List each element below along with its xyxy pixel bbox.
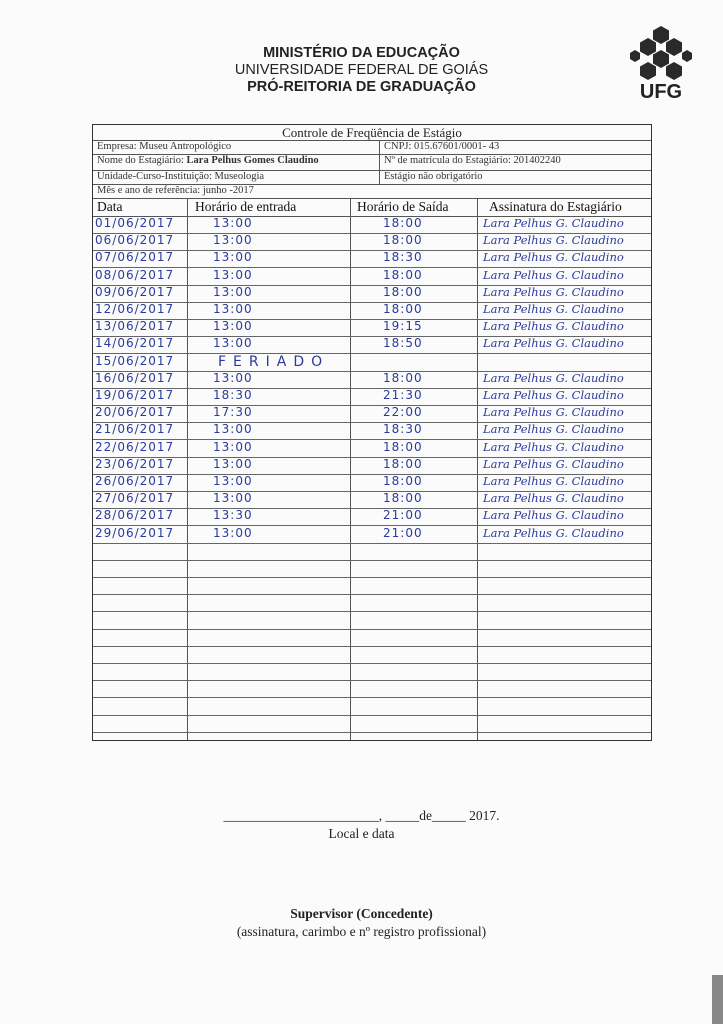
nome-value: Lara Pelhus Gomes Claudino (186, 155, 319, 166)
table-row (93, 406, 651, 423)
table-header-row (93, 199, 651, 217)
table-row-empty (93, 613, 651, 630)
table-row (93, 492, 651, 509)
tipo-estagio-field: Estágio não obrigatório (384, 171, 483, 182)
row-assinatura: Lara Pelhus G. Claudino (483, 422, 624, 437)
table-row (93, 389, 651, 406)
row-saida: 21:00 (383, 525, 423, 540)
row-saida: 18:30 (383, 250, 423, 265)
row-date: 27/06/2017 (95, 491, 175, 506)
local-data-line: _______________________, _____de_____ 2017. (223, 808, 500, 823)
row-assinatura: Lara Pelhus G. Claudino (483, 267, 624, 282)
table-row (93, 337, 651, 354)
row-saida: 18:00 (383, 456, 423, 471)
ministry-title: MINISTÉRIO DA EDUCAÇÃO (263, 45, 460, 61)
table-row-empty (93, 630, 651, 647)
row-saida: 19:15 (383, 319, 423, 334)
table-row (93, 303, 651, 320)
row-entrada: 13:00 (213, 319, 253, 334)
scan-edge-strip (712, 975, 723, 1024)
row-entrada: 13:00 (213, 302, 253, 316)
row-entrada: 13:00 (213, 474, 253, 488)
ufg-hexagons-icon (630, 24, 692, 80)
table-row (93, 372, 651, 389)
row-note: FERIADO (218, 353, 330, 370)
row-saida: 18:50 (383, 336, 423, 351)
row-assinatura: Lara Pelhus G. Claudino (483, 405, 624, 420)
referencia-field: Mês e ano de referência: junho -2017 (97, 185, 254, 196)
table-row-empty (93, 561, 651, 578)
row-date: 15/06/2017 (95, 353, 175, 368)
row-entrada: 13:30 (213, 508, 253, 523)
row-saida: 18:00 (383, 216, 423, 230)
table-row-empty (93, 578, 651, 595)
matricula-field: Nº de matrícula do Estagiário: 201402240 (384, 155, 561, 166)
empresa-field: Empresa: Museu Antropológico (97, 141, 232, 152)
row-saida: 18:00 (383, 370, 423, 385)
row-assinatura: Lara Pelhus G. Claudino (483, 302, 624, 316)
row-entrada: 13:00 (213, 491, 253, 506)
row-entrada: 13:00 (213, 267, 253, 282)
cnpj-field: CNPJ: 015.67601/0001- 43 (384, 141, 500, 152)
office-title: PRÓ-REITORIA DE GRADUAÇÃO (247, 79, 476, 95)
table-row (93, 269, 651, 286)
unidade-field: Unidade-Curso-Instituição: Museologia (97, 171, 265, 182)
ufg-logo (630, 24, 692, 104)
table-row (93, 251, 651, 268)
row-date: 14/06/2017 (95, 336, 175, 351)
table-row (93, 509, 651, 526)
row-saida: 21:30 (383, 388, 423, 402)
form-title: Controle de Freqüência de Estágio (93, 125, 651, 141)
table-row (93, 355, 651, 372)
row-assinatura: Lara Pelhus G. Claudino (483, 250, 624, 265)
table-row-empty (93, 544, 651, 561)
row-assinatura: Lara Pelhus G. Claudino (483, 439, 624, 454)
row-entrada: 13:00 (213, 439, 253, 454)
table-row-empty (93, 681, 651, 698)
row-assinatura: Lara Pelhus G. Claudino (483, 284, 624, 299)
row-assinatura: Lara Pelhus G. Claudino (483, 474, 624, 488)
row-date: 12/06/2017 (95, 302, 175, 316)
row-date: 19/06/2017 (95, 388, 175, 402)
col-header-entrada: Horário de entrada (195, 199, 297, 214)
row-entrada: 13:00 (213, 422, 253, 437)
row-entrada: 18:30 (213, 388, 253, 402)
row-entrada: 13:00 (213, 525, 253, 540)
row-date: 21/06/2017 (95, 422, 175, 437)
row-assinatura: Lara Pelhus G. Claudino (483, 456, 624, 471)
row-entrada: 13:00 (213, 284, 253, 299)
col-header-assinatura: Assinatura do Estagiário (489, 199, 622, 214)
col-header-saida: Horário de Saída (357, 199, 449, 214)
table-row (93, 286, 651, 303)
row-assinatura: Lara Pelhus G. Claudino (483, 388, 624, 402)
row-saida: 18:00 (383, 439, 423, 454)
row-assinatura: Lara Pelhus G. Claudino (483, 319, 624, 334)
row-date: 01/06/2017 (95, 216, 175, 230)
row-assinatura: Lara Pelhus G. Claudino (483, 491, 624, 506)
row-entrada: 13:00 (213, 336, 253, 351)
row-entrada: 13:00 (213, 216, 253, 230)
row-date: 13/06/2017 (95, 319, 175, 334)
table-row-empty (93, 716, 651, 733)
row-date: 16/06/2017 (95, 370, 175, 385)
row-saida: 18:00 (383, 474, 423, 488)
attendance-form (92, 124, 652, 741)
table-row-empty (93, 664, 651, 681)
row-date: 28/06/2017 (95, 508, 175, 523)
nome-label: Nome do Estagiário: (97, 155, 184, 166)
table-row-empty (93, 647, 651, 664)
row-assinatura: Lara Pelhus G. Claudino (483, 233, 624, 248)
row-saida: 18:00 (383, 267, 423, 282)
row-assinatura: Lara Pelhus G. Claudino (483, 370, 624, 385)
row-assinatura: Lara Pelhus G. Claudino (483, 525, 624, 540)
row-entrada: 13:00 (213, 456, 253, 471)
row-saida: 18:00 (383, 302, 423, 316)
row-entrada: 13:00 (213, 370, 253, 385)
row-entrada: 17:30 (213, 405, 253, 420)
col-header-data: Data (97, 199, 123, 214)
document-header (0, 45, 723, 96)
row-date: 06/06/2017 (95, 233, 175, 248)
row-date: 08/06/2017 (95, 267, 175, 282)
row-date: 26/06/2017 (95, 474, 175, 488)
table-row (93, 458, 651, 475)
table-row-empty (93, 699, 651, 716)
table-row (93, 320, 651, 337)
row-saida: 22:00 (383, 405, 423, 420)
info-row-2 (93, 155, 651, 171)
attendance-table (93, 199, 651, 740)
table-row (93, 527, 651, 544)
info-row-1 (93, 141, 651, 155)
table-row (93, 423, 651, 440)
row-date: 22/06/2017 (95, 439, 175, 454)
table-row (93, 475, 651, 492)
supervisor-note: (assinatura, carimbo e nº registro profissional) (236, 924, 487, 939)
row-date: 29/06/2017 (95, 525, 175, 540)
supervisor-label: Supervisor (Concedente) (290, 906, 433, 921)
row-saida: 18:30 (383, 422, 423, 437)
row-date: 07/06/2017 (95, 250, 175, 265)
row-saida: 18:00 (383, 284, 423, 299)
nome-field (93, 155, 379, 170)
table-row (93, 217, 651, 234)
row-assinatura: Lara Pelhus G. Claudino (483, 508, 624, 523)
row-date: 09/06/2017 (95, 284, 175, 299)
table-row (93, 441, 651, 458)
info-row-3 (93, 171, 651, 185)
university-title: UNIVERSIDADE FEDERAL DE GOIÁS (234, 62, 489, 78)
row-entrada: 13:00 (213, 250, 253, 265)
table-row-empty (93, 595, 651, 612)
info-row-4 (93, 185, 651, 199)
row-saida: 18:00 (383, 233, 423, 248)
table-row (93, 234, 651, 251)
row-saida: 21:00 (383, 508, 423, 523)
row-assinatura: Lara Pelhus G. Claudino (483, 216, 624, 230)
local-data-label: Local e data (328, 826, 395, 841)
row-entrada: 13:00 (213, 233, 253, 248)
row-assinatura: Lara Pelhus G. Claudino (483, 336, 624, 351)
row-date: 20/06/2017 (95, 405, 175, 420)
ufg-logo-text: UFG (639, 81, 683, 103)
row-saida: 18:00 (383, 491, 423, 506)
row-date: 23/06/2017 (95, 456, 175, 471)
